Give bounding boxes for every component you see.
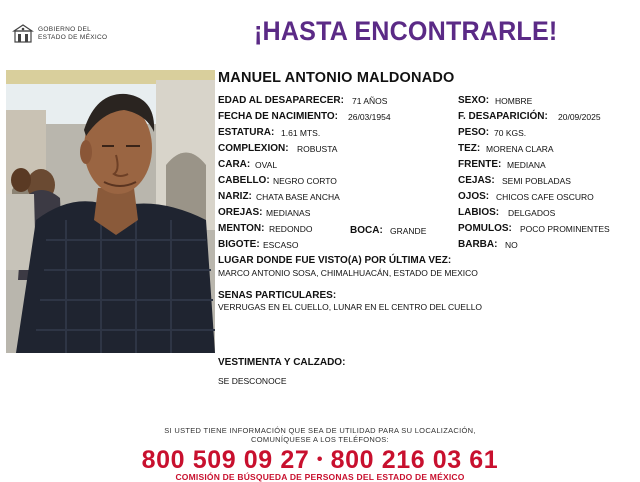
- last-seen-label: LUGAR DONDE FUE VISTO(A) POR ÚLTIMA VEZ:: [218, 255, 452, 266]
- weight-value: 70 KGS.: [494, 128, 527, 138]
- eyebrows-label: CEJAS:: [458, 175, 495, 186]
- mouth-value: GRANDE: [390, 226, 427, 236]
- beard-value: NO: [505, 240, 518, 250]
- disappearance-date-label: F. DESAPARICIÓN:: [458, 111, 548, 122]
- height-value: 1.61 MTS.: [281, 128, 321, 138]
- logo-line-1: GOBIERNO DEL: [38, 26, 92, 33]
- cheekbones-label: POMULOS:: [458, 223, 512, 234]
- forehead-value: MEDIANA: [507, 160, 546, 170]
- missing-person-photo: [6, 70, 215, 353]
- phone-number-2[interactable]: 800 216 03 61: [330, 446, 499, 474]
- ears-value: MEDIANAS: [266, 208, 311, 218]
- beard-label: BARBA:: [458, 239, 498, 250]
- ears-label: OREJAS:: [218, 207, 263, 218]
- mustache-value: ESCASO: [263, 240, 299, 250]
- contact-info-line-1: SI USTED TIENE INFORMACIÓN QUE SEA DE UTILIDAD PARA SU LOCALIZACIÓN,: [164, 426, 476, 435]
- weight-label: PESO:: [458, 127, 490, 138]
- nose-label: NARIZ:: [218, 191, 252, 202]
- state-crest-icon: [12, 22, 34, 44]
- face-label: CARA:: [218, 159, 251, 170]
- phone-separator: •: [316, 451, 324, 468]
- hair-label: CABELLO:: [218, 175, 270, 186]
- birthdate-value: 26/03/1954: [348, 112, 391, 122]
- sex-value: HOMBRE: [495, 96, 533, 106]
- headline: ¡HASTA ENCONTRARLE!: [254, 16, 558, 46]
- clothing-value: SE DESCONOCE: [218, 376, 287, 386]
- mustache-label: BIGOTE:: [218, 239, 260, 250]
- complexion-value: MORENA CLARA: [486, 144, 554, 154]
- face-value: OVAL: [255, 160, 278, 170]
- mouth-label: BOCA:: [350, 225, 383, 236]
- logo-line-2: ESTADO DE MÉXICO: [38, 34, 108, 41]
- contact-info-line-2: COMUNÍQUESE A LOS TELÉFONOS:: [251, 435, 389, 444]
- build-value: ROBUSTA: [297, 144, 338, 154]
- age-label: EDAD AL DESAPARECER:: [218, 95, 344, 106]
- nose-value: CHATA BASE ANCHA: [256, 192, 340, 202]
- lips-label: LABIOS:: [458, 207, 500, 218]
- eyebrows-value: SEMI POBLADAS: [502, 176, 571, 186]
- build-label: COMPLEXION:: [218, 143, 289, 154]
- sex-label: SEXO:: [458, 95, 490, 106]
- particular-marks-value: VERRUGAS EN EL CUELLO, LUNAR EN EL CENTRO DEL CUELLO: [218, 302, 483, 312]
- particular-marks-label: SENAS PARTICULARES:: [218, 290, 337, 301]
- eyes-value: CHICOS CAFE OSCURO: [496, 192, 594, 202]
- person-name: MANUEL ANTONIO MALDONADO: [218, 70, 455, 86]
- hair-value: NEGRO CORTO: [273, 176, 337, 186]
- phone-numbers: [0, 446, 640, 475]
- birthdate-label: FECHA DE NACIMIENTO:: [218, 111, 338, 122]
- cheekbones-value: POCO PROMINENTES: [520, 224, 610, 234]
- age-value: 71 AÑOS: [352, 96, 388, 106]
- last-seen-value: MARCO ANTONIO SOSA, CHIMALHUACÁN, ESTADO DE MEXICO: [218, 268, 478, 278]
- forehead-label: FRENTE:: [458, 159, 502, 170]
- chin-value: REDONDO: [269, 224, 313, 234]
- disappearance-date-value: 20/09/2025: [558, 112, 601, 122]
- chin-label: MENTON:: [218, 223, 265, 234]
- phone-number-1[interactable]: 800 509 09 27: [141, 446, 310, 474]
- height-label: ESTATURA:: [218, 127, 275, 138]
- lips-value: DELGADOS: [508, 208, 556, 218]
- complexion-label: TEZ:: [458, 143, 481, 154]
- state-government-logo: [12, 22, 122, 46]
- eyes-label: OJOS:: [458, 191, 490, 202]
- search-commission-footer: COMISIÓN DE BÚSQUEDA DE PERSONAS DEL ESTADO DE MÉXICO: [175, 472, 465, 482]
- clothing-label: VESTIMENTA Y CALZADO:: [218, 357, 346, 368]
